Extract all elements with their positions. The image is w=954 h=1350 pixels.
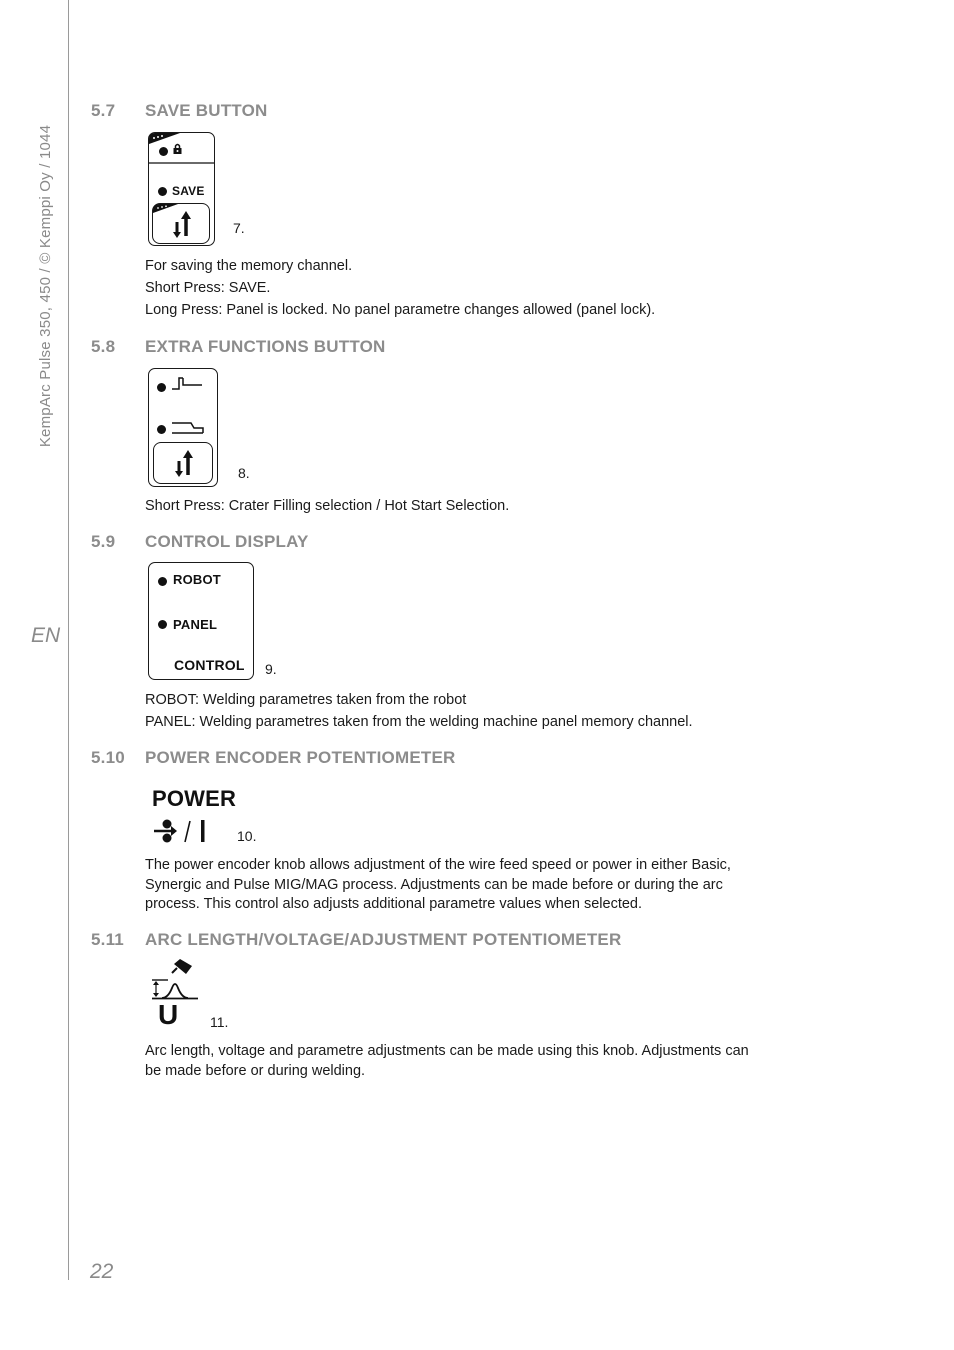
section-title: EXTRA FUNCTIONS BUTTON — [145, 337, 386, 356]
power-label: POWER — [152, 786, 237, 811]
section-title: CONTROL DISPLAY — [145, 532, 309, 551]
text-line: PANEL: Welding parametres taken from the welding machine panel memory channel. — [145, 714, 693, 730]
robot-label: ROBOT — [173, 572, 221, 587]
section-title: SAVE BUTTON — [145, 101, 268, 120]
paragraph: Arc length, voltage and parametre adjustments can be made using this knob. Adjustments can be made before or during welding. — [145, 1043, 749, 1079]
document-meta: KempArc Pulse 350, 450 / © Kemppi Oy / 1044 — [37, 124, 54, 448]
save-button-panel-figure — [148, 132, 215, 246]
extra-functions-panel-figure — [148, 368, 218, 487]
led-dot — [158, 620, 167, 629]
led-dot — [157, 425, 166, 434]
control-display-panel-figure — [148, 562, 254, 680]
voltage-u-label: U — [158, 999, 179, 1030]
section-heading-5-8 — [91, 337, 386, 357]
panel-label: PANEL — [173, 617, 218, 632]
figure-caption-11: 11. — [210, 1014, 229, 1030]
section-heading-5-10 — [91, 748, 455, 768]
save-label: SAVE — [172, 184, 205, 198]
crater-filling-icon — [171, 375, 203, 391]
section-number: 5.8 — [91, 337, 116, 356]
text-line: Short Press: Crater Filling selection / Hot Start Selection. — [145, 498, 510, 514]
led-dot — [157, 383, 166, 392]
section-title: POWER ENCODER POTENTIOMETER — [145, 748, 456, 767]
section-number: 5.9 — [91, 532, 116, 551]
text-line: For saving the memory channel. — [145, 258, 353, 274]
extra-functions-push-button — [153, 442, 213, 484]
figure-caption-10: 10. — [237, 828, 257, 844]
page-number: 22 — [90, 1260, 114, 1283]
section-number: 5.7 — [91, 101, 116, 120]
section-title: ARC LENGTH/VOLTAGE/ADJUSTMENT POTENTIOMETER — [145, 930, 622, 949]
arc-length-icon — [151, 958, 201, 1000]
hot-start-icon — [171, 419, 205, 435]
figure-caption-9: 9. — [265, 661, 277, 677]
text-line: ROBOT: Welding parametres taken from the robot — [145, 692, 467, 708]
led-dot — [158, 577, 167, 586]
section-number: 5.11 — [91, 930, 124, 949]
save-push-button — [152, 203, 210, 244]
wire-feed-power-icon — [154, 818, 214, 844]
section-number: 5.10 — [91, 748, 125, 767]
language-tag: EN — [31, 624, 61, 647]
arrows-up-down-icon — [175, 449, 195, 477]
section-heading-5-11 — [91, 930, 621, 950]
section-heading-5-7 — [91, 101, 267, 121]
section-heading-5-9 — [91, 532, 309, 552]
figure-caption-7: 7. — [233, 220, 245, 236]
figure-caption-8: 8. — [238, 465, 250, 481]
paragraph: The power encoder knob allows adjustment of the wire feed speed or power in either Basic, Synergic and Pulse MIG/MAG process. Adjustments can be made before or during the arc process. This control also adjusts additional parametre values when selected. — [145, 857, 731, 912]
arrows-up-down-icon — [173, 210, 193, 238]
lock-icon — [172, 143, 184, 155]
text-line: Short Press: SAVE. — [145, 280, 271, 296]
led-dot — [159, 147, 168, 156]
sidebar-divider — [68, 0, 69, 1280]
control-label: CONTROL — [174, 657, 245, 673]
led-dot — [158, 187, 167, 196]
text-line: Long Press: Panel is locked. No panel parametre changes allowed (panel lock). — [145, 302, 656, 318]
